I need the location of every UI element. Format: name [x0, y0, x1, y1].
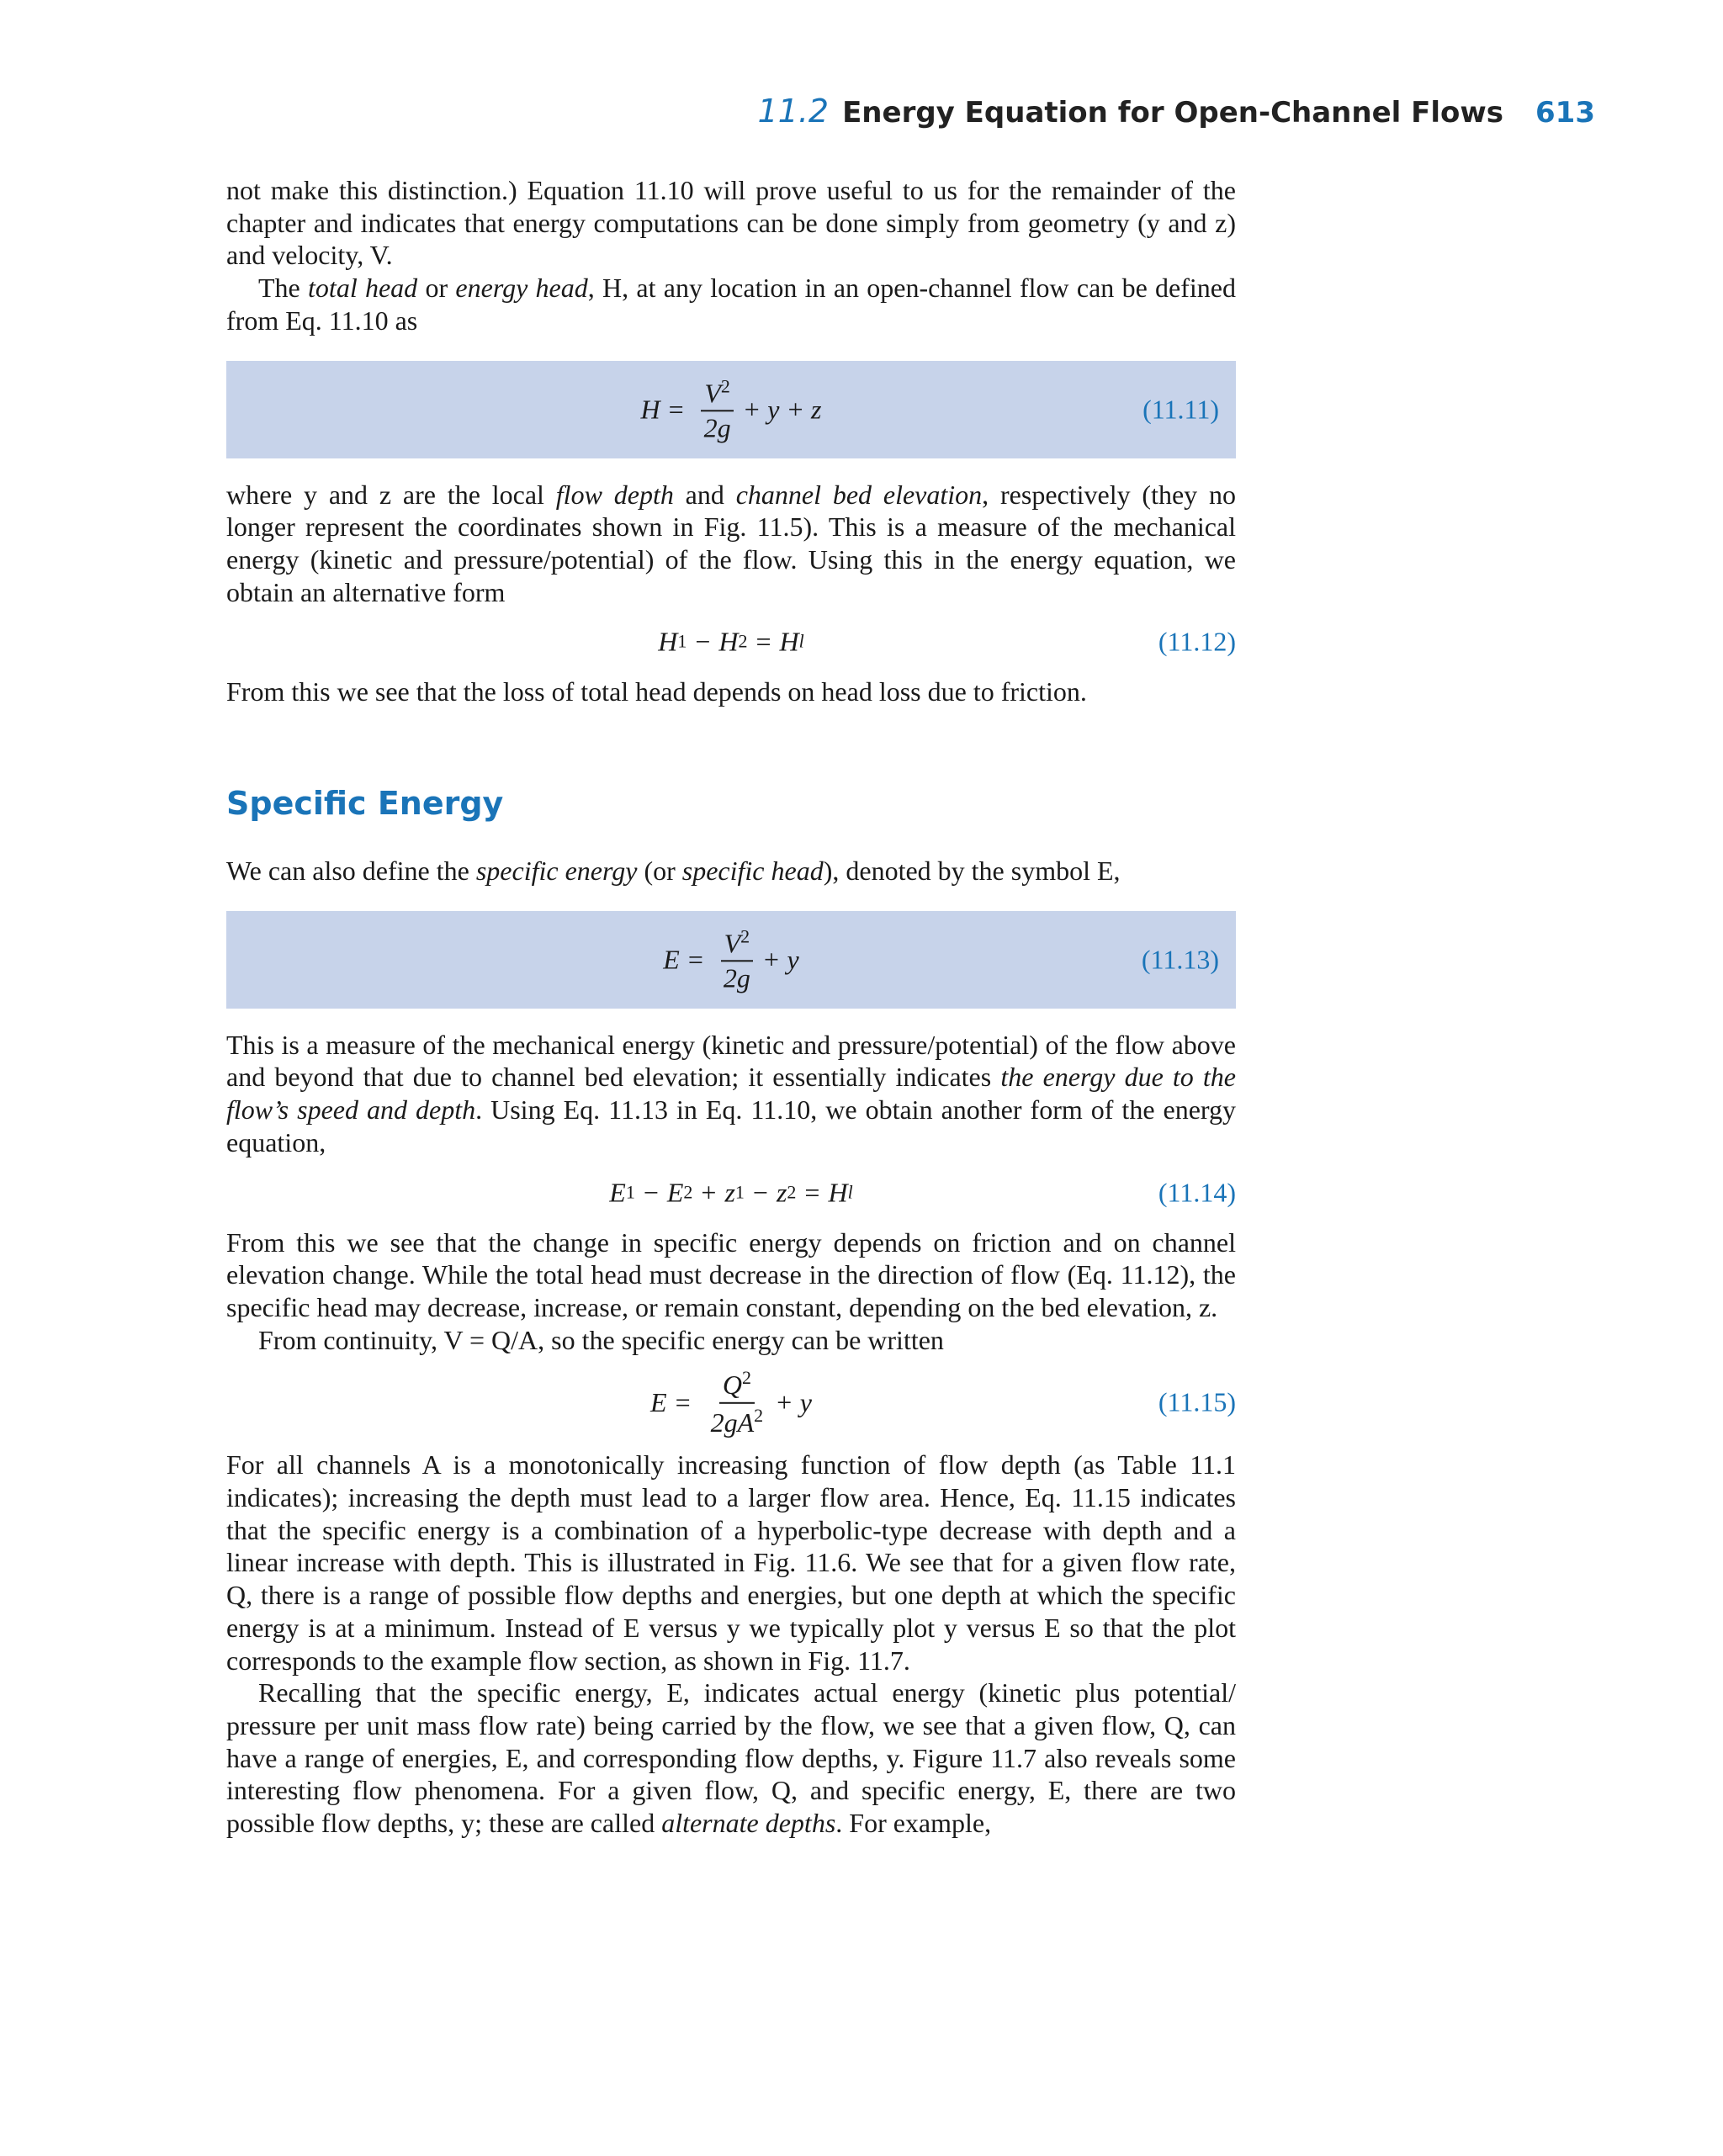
paragraph-10: Recalling that the specific energy, E, indicates actual energy (kinetic plus potential/ pressure per unit mass flow rate) being carried by the flow, we see that a given flow, Q, can have a range of energies, E, and corresponding flow depths, y. Figure 11.7 also reveals some interesting flow phenomena. For a given flow, Q, and specific energy, E, there are two possible flow depths, y; these are called alternate depths. For example, — [226, 1677, 1236, 1839]
section-heading: Specific Energy — [226, 785, 504, 823]
paragraph-9: For all channels A is a monotonically increasing function of flow depth (as Table 11.1 indicates); increasing the depth must lead to a larger flow area. Hence, Eq. 11.15 indicates that the specific energy is a combination of a hyperbolic-type decrease with depth and a linear increase with depth. This is illustrated in Fig. 11.6. We see that for a given flow rate, Q, there is a range of possible flow depths and energies, but one depth at which the specific energy is at a minimum. Instead of E versus y we typically plot y versus E so that the plot corresponds to the example flow section, as shown in Fig. 11.7. — [226, 1449, 1236, 1676]
page-number: 613 — [1535, 96, 1595, 130]
equation-11-12: H 1 − H 2 = H l (11.12) — [658, 626, 1236, 657]
page-body — [226, 174, 1236, 1840]
equation-11-15: E = $\frac{Q^2}{2gA^2}$ + y (11.15) — [650, 1367, 1236, 1438]
equation-number: (11.15) — [1158, 1387, 1236, 1418]
equation-11-13: E = $\frac{V^2}{2g}$ + y (11.13) — [226, 911, 1236, 1009]
equation-number: (11.11) — [1142, 394, 1219, 425]
paragraph-7: From this we see that the change in specific energy depends on friction and on channel elevation change. While the total head must decrease in the direction of flow (Eq. 11.12), the specific head may decrease, increase, or remain constant, depending on the bed elevation, z. — [226, 1226, 1236, 1322]
fraction: $\frac{V^2}{2g}$ — [701, 376, 734, 442]
fraction: $\frac{V^2}{2g}$ — [720, 926, 754, 993]
paragraph-4: From this we see that the loss of total head depends on head loss due to friction. — [226, 676, 1087, 707]
section-title: Energy Equation for Open-Channel Flows — [842, 96, 1504, 130]
fraction: $\frac{Q^2}{2gA^2}$ — [710, 1367, 764, 1438]
equation-number: (11.12) — [1158, 626, 1236, 657]
section-number: 11.2 — [757, 93, 830, 130]
paragraph-8: From continuity, V = Q/A, so the specific energy can be written — [258, 1324, 944, 1355]
paragraph-1: not make this distinction.) Equation 11.10 will prove useful to us for the remainder of the chapter and indicates that energy computations can be done simply from geometry (y and z) and velocity, V. — [226, 175, 1236, 271]
running-header — [757, 93, 1595, 140]
equation-number: (11.13) — [1141, 944, 1219, 975]
paragraph-5: We can also define the specific energy (or specific head), denoted by the symbol E, — [226, 856, 1121, 887]
equation-11-11: H = $\frac{V^2}{2g}$ + y + z (11.11) — [226, 361, 1236, 458]
paragraph-6: This is a measure of the mechanical energy (kinetic and pressure/potential) of the flow above and beyond that due to channel bed elevation; it essentially indicates the energy due to the flow’s speed and depth. Using Eq. 11.13 in Eq. 11.10, we obtain another form of the energy equation, — [226, 1029, 1237, 1157]
paragraph-3: where y and z are the local flow depth and channel bed elevation, respectively (they no longer represent the coordinates shown in Fig. 11.5). This is a measure of the mechanical energy (kinetic and pressure/potential) of the flow. Using this in the energy equation, we obtain an alternative form — [226, 479, 1237, 607]
equation-11-14: E 1 − E 2 + z 1 − z 2 = H l (11.14) — [609, 1177, 1236, 1208]
paragraph-2: The total head or energy head, H, at any location in an open-channel flow can be defined from Eq. 11.10 as — [226, 273, 1237, 336]
equation-number: (11.14) — [1158, 1177, 1236, 1208]
